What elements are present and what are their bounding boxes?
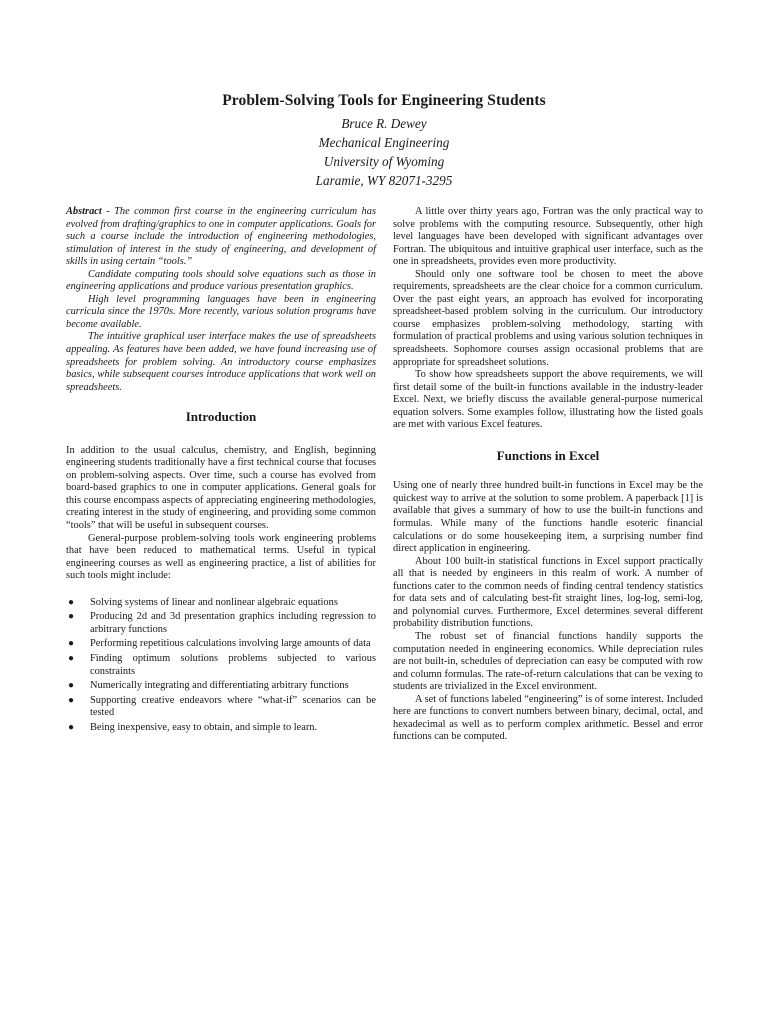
introduction-heading: Introduction bbox=[185, 409, 257, 425]
body-paragraph: About 100 built-in statistical functions in Excel support practically all that is needed by engineers in this realm of work. A number of functions cater to the common needs of finding central tendency statistics for data sets and of calculating best-fit straight lines, log-log, semi-log, and polynomial curves. Furthermore, Excel determines several different probability distribution functions. bbox=[393, 555, 703, 630]
author-name: Bruce R. Dewey bbox=[341, 116, 427, 131]
body-paragraph: General-purpose problem-solving tools work engineering problems that have been reduced to mathematical terms. Useful in typical engineering courses as well as engineering practice, a list of abilities for such tools might include: bbox=[66, 532, 376, 582]
abstract-text: - The common first course in the engineering curriculum has evolved from drafting/graphics to one in computer applications. Goals for such a course include the introduction of engineering methodologies, stimulation of interest in the study of engineering, and development of skills in using certain “tools.” bbox=[66, 206, 376, 268]
bullet-icon: ● bbox=[68, 680, 75, 692]
abstract-label: Abstract bbox=[66, 206, 102, 217]
abstract-paragraph: Candidate computing tools should solve equations such as those in engineering applications and produce various presentation graphics. bbox=[66, 268, 376, 293]
abstract-section bbox=[66, 206, 376, 394]
body-paragraph: In addition to the usual calculus, chemistry, and English, beginning engineering students traditionally have a first technical course that focuses on problem-solving aspects. Over time, such a course has evolved from board-based graphics to one in computer applications. General goals for this course encompass aspects of appreciating engineering methodologies, creating interest in the study of engineering, and providing some common “tools” that will be useful in subsequent courses. bbox=[66, 444, 376, 532]
paper-title: Problem-Solving Tools for Engineering Students bbox=[222, 92, 546, 109]
functions-heading: Functions in Excel bbox=[496, 447, 600, 463]
right-intro-body bbox=[393, 206, 703, 432]
abilities-list bbox=[66, 597, 376, 734]
author-location: Laramie, WY 82071-3295 bbox=[315, 173, 453, 188]
functions-body bbox=[393, 480, 703, 743]
author-university: University of Wyoming bbox=[323, 154, 445, 169]
list-item: ● Producing 2d and 3d presentation graphics including regression to arbitrary functions bbox=[68, 611, 376, 635]
list-item: ● Being inexpensive, easy to obtain, and simple to learn. bbox=[68, 721, 318, 733]
body-paragraph: A little over thirty years ago, Fortran was the only practical way to solve problems with the computing resource. Subsequently, other high level languages have been developed with significant advantages over Fortran. The ubiquitous and intuitive graphical user interface, such as the one in spreadsheets, provides even more productivity. bbox=[393, 206, 703, 268]
list-item: ● Solving systems of linear and nonlinear algebraic equations bbox=[68, 596, 338, 608]
right-column bbox=[393, 206, 703, 744]
bullet-icon: ● bbox=[68, 596, 75, 608]
left-column bbox=[66, 206, 376, 736]
introduction-body bbox=[66, 445, 376, 734]
list-item: ● Finding optimum solutions problems subjected to various constraints bbox=[68, 652, 376, 677]
body-paragraph: A set of functions labeled “engineering” is of some interest. Included here are functions to convert numbers between binary, decimal, octal, and hexadecimal as well as to perform complex arithmetic. Bessel and error functions can be computed. bbox=[393, 693, 703, 743]
bullet-icon: ● bbox=[68, 611, 75, 623]
abstract-paragraph: The intuitive graphical user interface makes the use of spreadsheets appealing. As features have been added, we have found increasing use of spreadsheets for problem solving. An introductory course emphasizes basics, while subsequent courses introduce applications that work well on spreadsheets. bbox=[66, 331, 376, 393]
list-item: ● Performing repetitious calculations involving large amounts of data bbox=[68, 638, 371, 650]
abstract-paragraph bbox=[66, 206, 376, 269]
bullet-icon: ● bbox=[68, 694, 75, 706]
bullet-icon: ● bbox=[68, 721, 75, 733]
bullet-icon: ● bbox=[68, 638, 75, 650]
body-paragraph: The robust set of financial functions handily supports the computation needed in engineering economics. While depreciation rules are not built-in, schedules of depreciation can easy be computed with row and column formulas. The rate-of-return calculations that can be vexing to students are trivialized in the Excel environment. bbox=[393, 630, 703, 693]
list-item: ● Numerically integrating and differentiating arbitrary functions bbox=[68, 680, 349, 692]
body-paragraph: Should only one software tool be chosen to meet the above requirements, spreadsheets are the clear choice for a common curriculum. Over the past eight years, an approach has evolved for incorporating spreadsheet-based problem solving in the curriculum. Our introductory course emphasizes problem-solving methodology, starting with formulation of practical problems and using various solution techniques in spreadsheets. Sophomore courses assign occasional problems that are appropriate for spreadsheet solutions. bbox=[393, 268, 703, 368]
body-paragraph: To show how spreadsheets support the above requirements, we will first detail some of the built-in functions available in the industry-leader Excel. Next, we briefly discuss the available general-purpose numerical equation solvers. Some examples follow, illustrating how the listed goals are met with various Excel features. bbox=[393, 369, 703, 431]
abstract-paragraph: High level programming languages have been in engineering curricula since the 1970s. More recently, various solution programs have become available. bbox=[66, 293, 376, 330]
paper-header bbox=[0, 92, 768, 190]
list-item: ● Supporting creative endeavors where “what-if” scenarios can be tested bbox=[68, 694, 376, 719]
body-paragraph: Using one of nearly three hundred built-in functions in Excel may be the quickest way to arrive at the solution to some problem. A paperback [1] is available that gives a summary of how to use the built-in functions and formulas. While many of the functions handle esoteric financial calculations or do some housekeeping item, a surprising number find direct application in engineering. bbox=[393, 480, 703, 555]
author-department: Mechanical Engineering bbox=[318, 135, 450, 150]
bullet-icon: ● bbox=[68, 652, 75, 664]
